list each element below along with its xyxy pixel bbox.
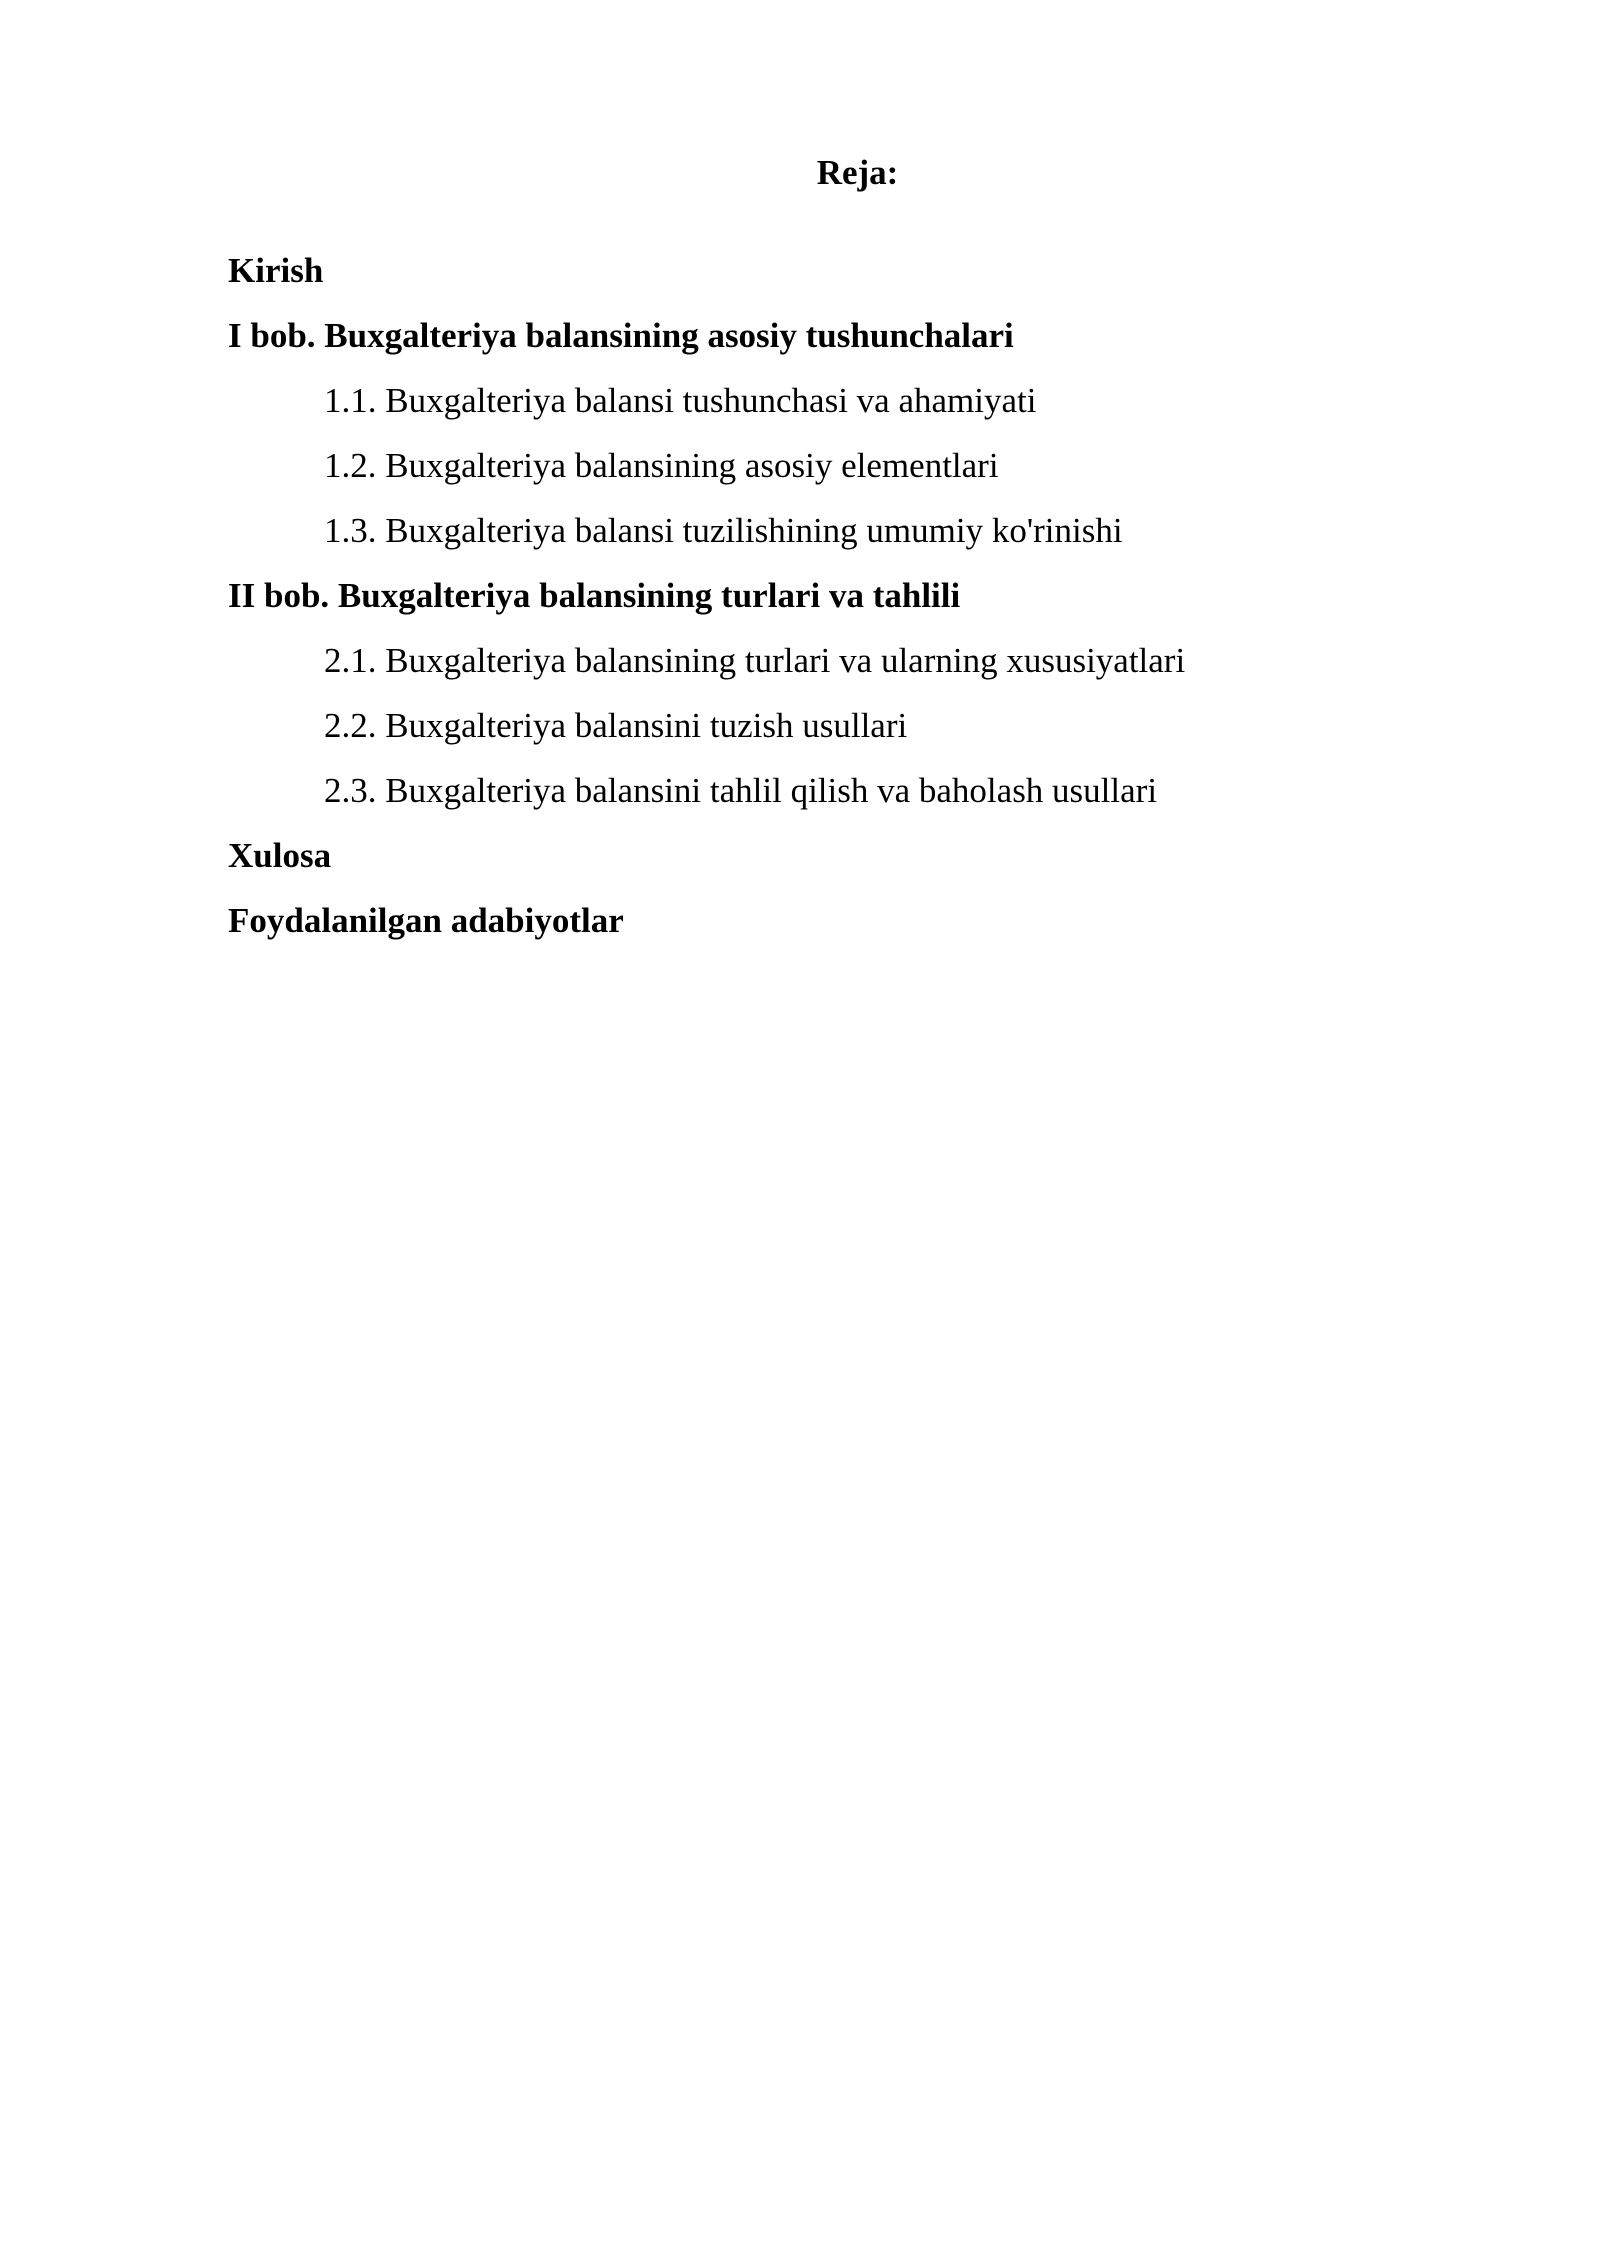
toc-item-conclusion: Xulosa <box>228 836 332 875</box>
toc-item-introduction: Kirish <box>228 251 324 290</box>
toc-item-chapter-2: II bob. Buxgalteriya balansining turlari va tahlili <box>228 576 961 615</box>
toc-item-section-2-2: 2.2. Buxgalteriya balansini tuzish usullari <box>324 706 908 745</box>
page-title: Reja: <box>816 153 899 192</box>
toc-item-section-2-1: 2.1. Buxgalteriya balansining turlari va ularning xususiyatlari <box>324 641 1186 680</box>
table-of-contents <box>228 246 1428 961</box>
toc-item-section-1-1: 1.1. Buxgalteriya balansi tushunchasi va ahamiyati <box>324 381 1037 420</box>
toc-item-chapter-1: I bob. Buxgalteriya balansining asosiy tushunchalari <box>228 316 1014 355</box>
toc-item-references: Foydalanilgan adabiyotlar <box>228 901 624 940</box>
toc-item-section-2-3: 2.3. Buxgalteriya balansini tahlil qilish va baholash usullari <box>324 771 1158 810</box>
toc-item-section-1-2: 1.2. Buxgalteriya balansining asosiy elementlari <box>324 446 999 485</box>
toc-item-section-1-3: 1.3. Buxgalteriya balansi tuzilishining umumiy ko'rinishi <box>324 511 1123 550</box>
